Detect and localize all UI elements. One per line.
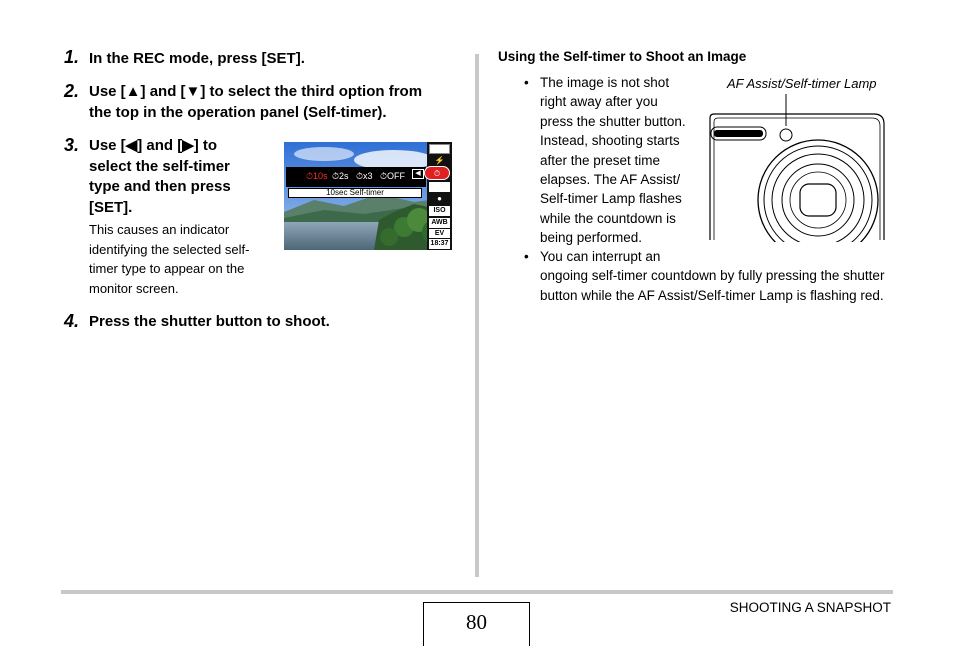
step-3-number: 3. xyxy=(64,135,80,155)
bullet-line: press the shutter button. xyxy=(540,113,686,129)
timer-off-option[interactable]: ⏱OFF xyxy=(380,171,406,181)
step-1-text xyxy=(89,49,305,70)
step-2-text xyxy=(89,82,422,123)
section-title: SHOOTING A SNAPSHOT xyxy=(729,600,891,615)
face-detect-icon[interactable] xyxy=(429,182,450,192)
bullet-line: The image is not shot xyxy=(540,75,670,90)
bullet-marker: • xyxy=(524,75,529,90)
section-heading: Using the Self-timer to Shoot an Image xyxy=(498,49,747,64)
af-lamp-icon xyxy=(780,129,792,141)
bullet-line: Self-timer Lamp flashes xyxy=(540,191,682,207)
step-3-line: select the self-timer xyxy=(89,157,230,175)
panel-size-icon[interactable] xyxy=(429,144,450,154)
bullet-line: elapses. The AF Assist/ xyxy=(540,172,681,188)
camera-monitor-screenshot xyxy=(284,142,452,250)
step-2-number: 2. xyxy=(64,81,80,101)
timer-10s-label: 10s xyxy=(313,171,328,181)
bullet-line: being performed. xyxy=(540,230,643,246)
lens-icon xyxy=(800,184,836,216)
self-timer-selected-icon[interactable]: ⏱ xyxy=(424,166,450,180)
step-4-text xyxy=(89,312,330,333)
timer-x3-option[interactable]: ⏱x3 xyxy=(356,171,373,181)
camera-front-illustration xyxy=(708,94,890,242)
step-2-line: the top in the operation panel (Self-timer). xyxy=(89,103,387,121)
timer-off-label: OFF xyxy=(387,171,406,181)
bullet-line: after the preset time xyxy=(540,152,661,168)
step-4-number: 4. xyxy=(64,311,80,331)
step-4-line: Press the shutter button to shoot. xyxy=(89,313,330,330)
bullet-line: right away after you xyxy=(540,94,658,110)
bullet-line: while the countdown is xyxy=(540,210,676,226)
note-line: monitor screen. xyxy=(89,280,179,296)
bullet-marker: • xyxy=(524,249,529,264)
iso-icon[interactable]: ISO xyxy=(429,206,450,216)
af-lamp-caption: AF Assist/Self-timer Lamp xyxy=(727,76,877,91)
step-2-line: Use [▲] and [▼] to select the third option from xyxy=(89,83,423,100)
shake-icon[interactable]: ● xyxy=(437,194,442,203)
bullet-line: button while the AF Assist/Self-timer Lamp is flashing red. xyxy=(540,287,884,303)
bullet-1-text xyxy=(540,73,686,248)
step-3-note xyxy=(89,220,249,298)
timer-2s-option[interactable]: ⏱2s xyxy=(332,171,349,181)
note-line: timer type to appear on the xyxy=(89,261,245,276)
clock-display: 18:37 xyxy=(430,240,449,247)
step-3-text xyxy=(89,136,231,218)
note-line: identifying the selected self- xyxy=(89,241,250,257)
operation-panel xyxy=(427,142,452,250)
step-3-line: [SET]. xyxy=(89,198,133,216)
note-line: This causes an indicator xyxy=(89,222,230,237)
footer-rule xyxy=(61,590,893,594)
awb-icon[interactable]: AWB xyxy=(429,218,450,228)
bullet-2-text xyxy=(540,247,884,305)
bullet-line: ongoing self-timer countdown by fully pressing the shutter xyxy=(540,268,885,284)
back-icon[interactable]: ◀ xyxy=(412,169,424,179)
timer-2s-label: 2s xyxy=(339,171,349,181)
timer-10s-option[interactable]: ⏱10s xyxy=(306,171,328,181)
timer-x3-label: x3 xyxy=(363,171,373,181)
selected-timer-label: 10sec Self-timer xyxy=(288,188,422,198)
column-divider xyxy=(475,54,479,577)
bullet-line: You can interrupt an xyxy=(540,249,661,264)
step-3-line: type and then press xyxy=(89,178,231,195)
timer-options-bar xyxy=(286,167,426,187)
bullet-line: Instead, shooting starts xyxy=(540,133,680,149)
step-1-number: 1. xyxy=(64,47,80,67)
flash-icon[interactable]: ⚡ xyxy=(434,156,445,165)
page-number: 80 xyxy=(466,610,487,634)
ev-icon[interactable]: EV xyxy=(429,229,450,238)
step-1-line: In the REC mode, press [SET]. xyxy=(89,50,305,67)
step-3-line: Use [◀] and [▶] to xyxy=(89,137,218,154)
